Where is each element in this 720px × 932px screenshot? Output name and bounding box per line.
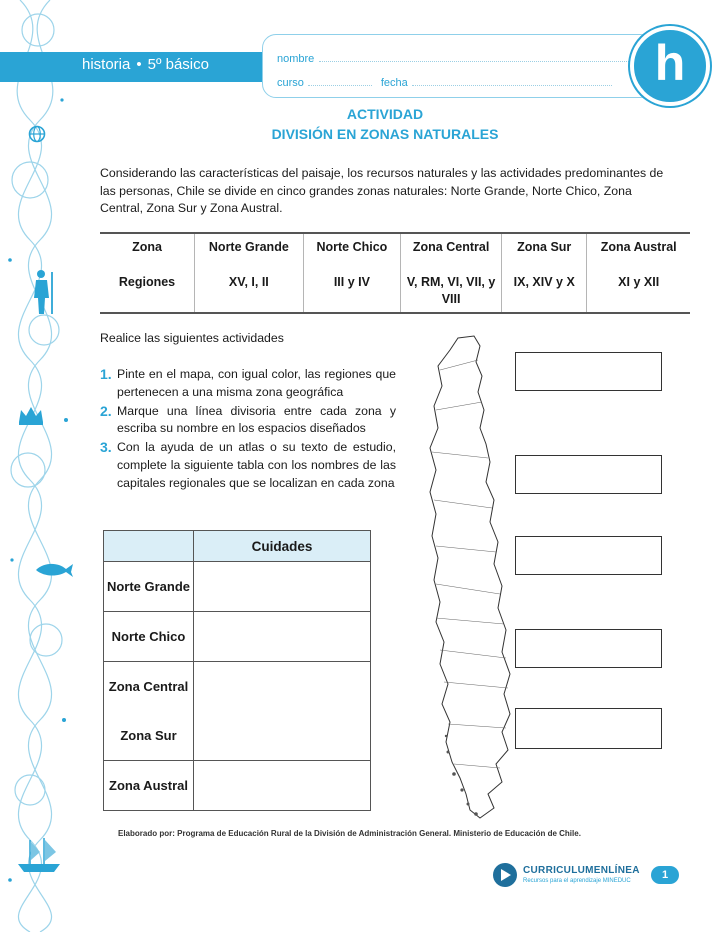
activity-number: 2.	[100, 402, 112, 419]
region-cell: V, RM, VI, VII, y VIII	[401, 272, 502, 313]
activity-number: 1.	[100, 366, 112, 382]
zone-label: Zona Sur	[104, 711, 194, 761]
zone-cell: Zona Central	[401, 233, 502, 272]
credit-line: Elaborado por: Programa de Educación Rural de la División de Administración General. Ministerio de Educación de Chile.	[118, 829, 581, 838]
subject-label: historia	[82, 56, 131, 73]
chile-map[interactable]	[410, 332, 520, 832]
region-cell: III y IV	[303, 272, 400, 313]
globe-icon	[28, 125, 46, 143]
date-field[interactable]	[412, 76, 612, 86]
course-field[interactable]	[308, 76, 372, 86]
capitals-header: Cuidades	[194, 531, 371, 562]
page-number: 1	[651, 866, 679, 884]
curriculum-en-linea-logo	[492, 862, 642, 892]
zone-cell: Norte Chico	[303, 233, 400, 272]
zone-name-box[interactable]	[515, 708, 662, 749]
zones-table	[100, 232, 690, 314]
course-label: curso	[277, 77, 304, 89]
zone-name-box[interactable]	[515, 455, 662, 494]
play-arrow-icon	[492, 862, 518, 888]
brand-name: CURRICULUMENLÍNEA	[523, 865, 640, 876]
activity-number: 3.	[100, 439, 112, 456]
crown-icon	[17, 404, 45, 426]
subject-grade	[82, 56, 209, 73]
activity-item	[100, 403, 396, 439]
explorer-figure-icon	[28, 268, 58, 316]
zone-label: Zona Central	[104, 662, 194, 712]
zone-cell: Zona Austral	[587, 233, 690, 272]
zone-name-box[interactable]	[515, 352, 662, 391]
region-cell: XV, I, II	[195, 272, 304, 313]
zone-cell: Norte Grande	[195, 233, 304, 272]
capitals-answer-cell[interactable]	[194, 612, 371, 662]
student-info-card	[262, 34, 654, 98]
activity-item	[100, 366, 396, 402]
activity-item	[100, 439, 396, 492]
zones-table-row	[100, 233, 690, 272]
zone-name-box[interactable]	[515, 536, 662, 575]
grade-label: 5º básico	[147, 56, 209, 73]
historia-logo: h	[630, 26, 710, 106]
capitals-answer-cell[interactable]	[194, 761, 371, 811]
activity-text: Con la ayuda de un atlas o su texto de estudio, complete la siguiente tabla con los nombres de las capitales regionales que se localizan en cada zona	[117, 440, 396, 490]
subject-separator: •	[136, 56, 142, 73]
zone-label: Zona Austral	[104, 761, 194, 811]
activities-list	[100, 366, 396, 494]
table-row	[104, 711, 371, 761]
brand-tagline: Recursos para el aprendizaje MINEDUC	[523, 878, 631, 884]
capitals-answer-cell[interactable]	[194, 711, 371, 761]
table-row	[104, 562, 371, 612]
row-label-zona: Zona	[132, 240, 162, 254]
table-row	[104, 612, 371, 662]
table-row	[104, 662, 371, 712]
capitals-corner-cell	[104, 531, 194, 562]
activity-text: Pinte en el mapa, con igual color, las regiones que pertenecen a una misma zona geográfica	[117, 367, 396, 399]
name-field[interactable]	[319, 52, 629, 62]
fish-icon	[34, 560, 74, 578]
name-label: nombre	[277, 53, 315, 65]
zone-cell: Zona Sur	[502, 233, 587, 272]
region-cell: IX, XIV y X	[502, 272, 587, 313]
region-cell: XI y XII	[587, 272, 690, 313]
intro-paragraph: Considerando las características del paisaje, los recursos naturales y las actividades predominantes de las personas, Chile se divide en cinco grandes zonas naturales: Norte Grande, Norte Chico, Zona Central, Zona Sur y Zona Austral.	[100, 166, 664, 215]
capitals-answer-cell[interactable]	[194, 662, 371, 712]
row-label-regiones: Regiones	[118, 275, 176, 289]
capitals-header-row	[104, 531, 371, 562]
zone-name-box[interactable]	[515, 629, 662, 668]
activity-text: Marque una línea divisoria entre cada zona y escriba su nombre en los espacios diseñados	[117, 403, 396, 436]
activities-intro: Realice las siguientes actividades	[100, 331, 284, 345]
ship-icon	[14, 836, 64, 876]
table-row	[104, 761, 371, 811]
zones-table-row	[100, 272, 690, 313]
date-label: fecha	[380, 77, 408, 89]
activity-title: ACTIVIDAD	[346, 106, 424, 122]
capitals-table	[103, 530, 371, 811]
capitals-answer-cell[interactable]	[194, 562, 371, 612]
zone-label: Norte Chico	[104, 612, 194, 662]
zone-label: Norte Grande	[104, 562, 194, 612]
topic-title: DIVISIÓN EN ZONAS NATURALES	[271, 126, 499, 142]
